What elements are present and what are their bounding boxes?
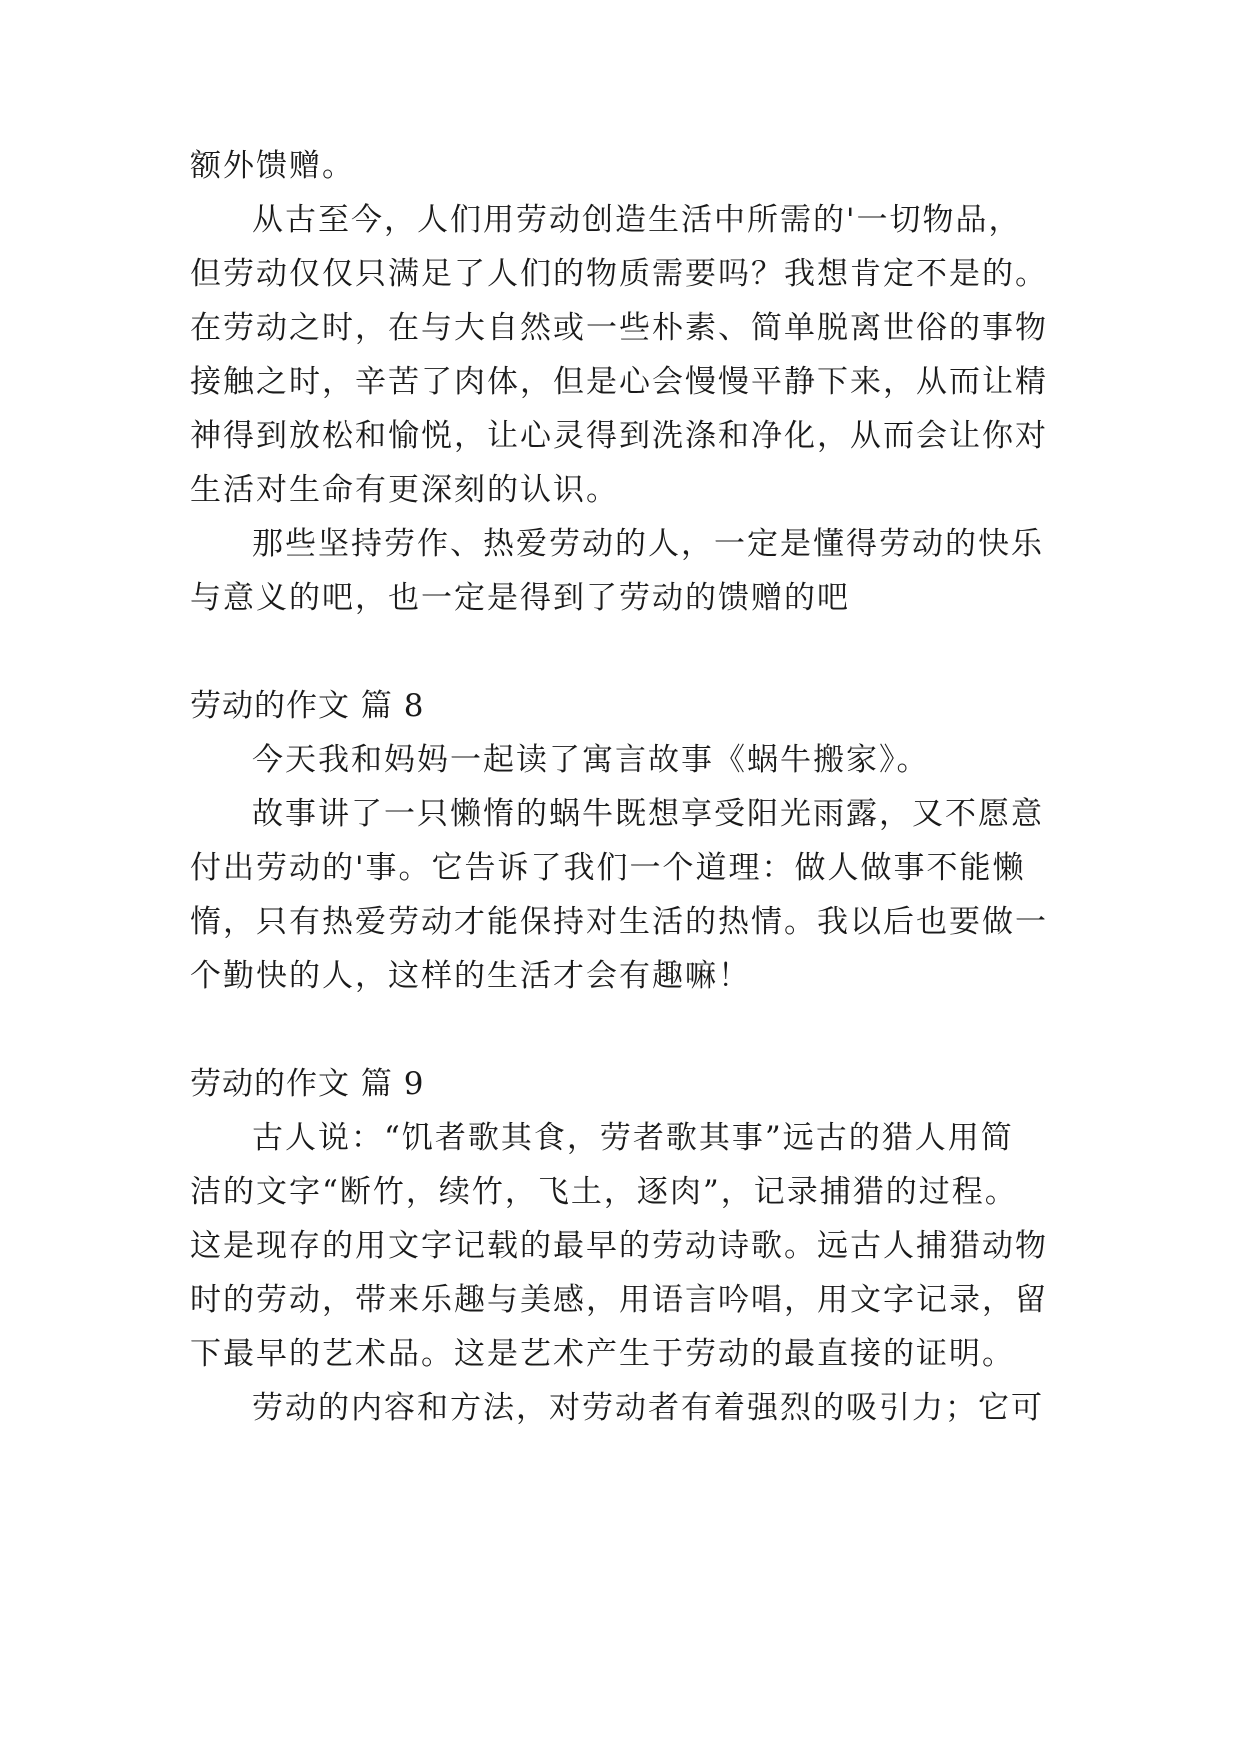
paragraph-first-line: 今天我和妈妈一起读了寓言故事《蜗牛搬家》。 <box>252 742 930 778</box>
paragraph-first-line: 故事讲了一只懒惰的蜗牛既想享受阳光雨露，又不愿意 <box>252 796 1044 832</box>
text-line: 付出劳动的'事。它告诉了我们一个道理：做人做事不能懒 <box>190 850 1026 886</box>
text-line: 这是现存的用文字记载的最早的劳动诗歌。远古人捕猎动物 <box>190 1228 1048 1264</box>
section-heading: 劳动的作文 篇 8 <box>190 688 425 724</box>
text-line: 但劳动仅仅只满足了人们的物质需要吗？我想肯定不是的。 <box>190 256 1048 292</box>
paragraph-first-line: 劳动的内容和方法，对劳动者有着强烈的吸引力；它可 <box>252 1390 1044 1426</box>
text-line: 与意义的吧，也一定是得到了劳动的馈赠的吧 <box>190 580 850 616</box>
text-line: 惰，只有热爱劳动才能保持对生活的热情。我以后也要做一 <box>190 904 1048 940</box>
text-line: 时的劳动，带来乐趣与美感，用语言吟唱，用文字记录，留 <box>190 1282 1048 1318</box>
paragraph-first-line: 从古至今，人们用劳动创造生活中所需的'一切物品， <box>252 202 1022 238</box>
paragraph-first-line: 那些坚持劳作、热爱劳动的人，一定是懂得劳动的快乐 <box>252 526 1044 562</box>
text-line: 神得到放松和愉悦，让心灵得到洗涤和净化，从而会让你对 <box>190 418 1048 454</box>
text-line: 接触之时，辛苦了肉体，但是心会慢慢平静下来，从而让精 <box>190 364 1048 400</box>
text-line: 额外馈赠。 <box>190 148 355 184</box>
text-line: 下最早的艺术品。这是艺术产生于劳动的最直接的证明。 <box>190 1336 1015 1372</box>
text-line: 在劳动之时，在与大自然或一些朴素、简单脱离世俗的事物 <box>190 310 1048 346</box>
text-line: 生活对生命有更深刻的认识。 <box>190 472 619 508</box>
text-line: 洁的文字“断竹，续竹，飞土，逐肉”，记录捕猎的过程。 <box>190 1174 1018 1210</box>
paragraph-first-line: 古人说：“饥者歌其食，劳者歌其事”远古的猎人用简 <box>252 1120 1014 1156</box>
text-line: 个勤快的人，这样的生活才会有趣嘛！ <box>190 958 751 994</box>
section-heading: 劳动的作文 篇 9 <box>190 1066 425 1102</box>
